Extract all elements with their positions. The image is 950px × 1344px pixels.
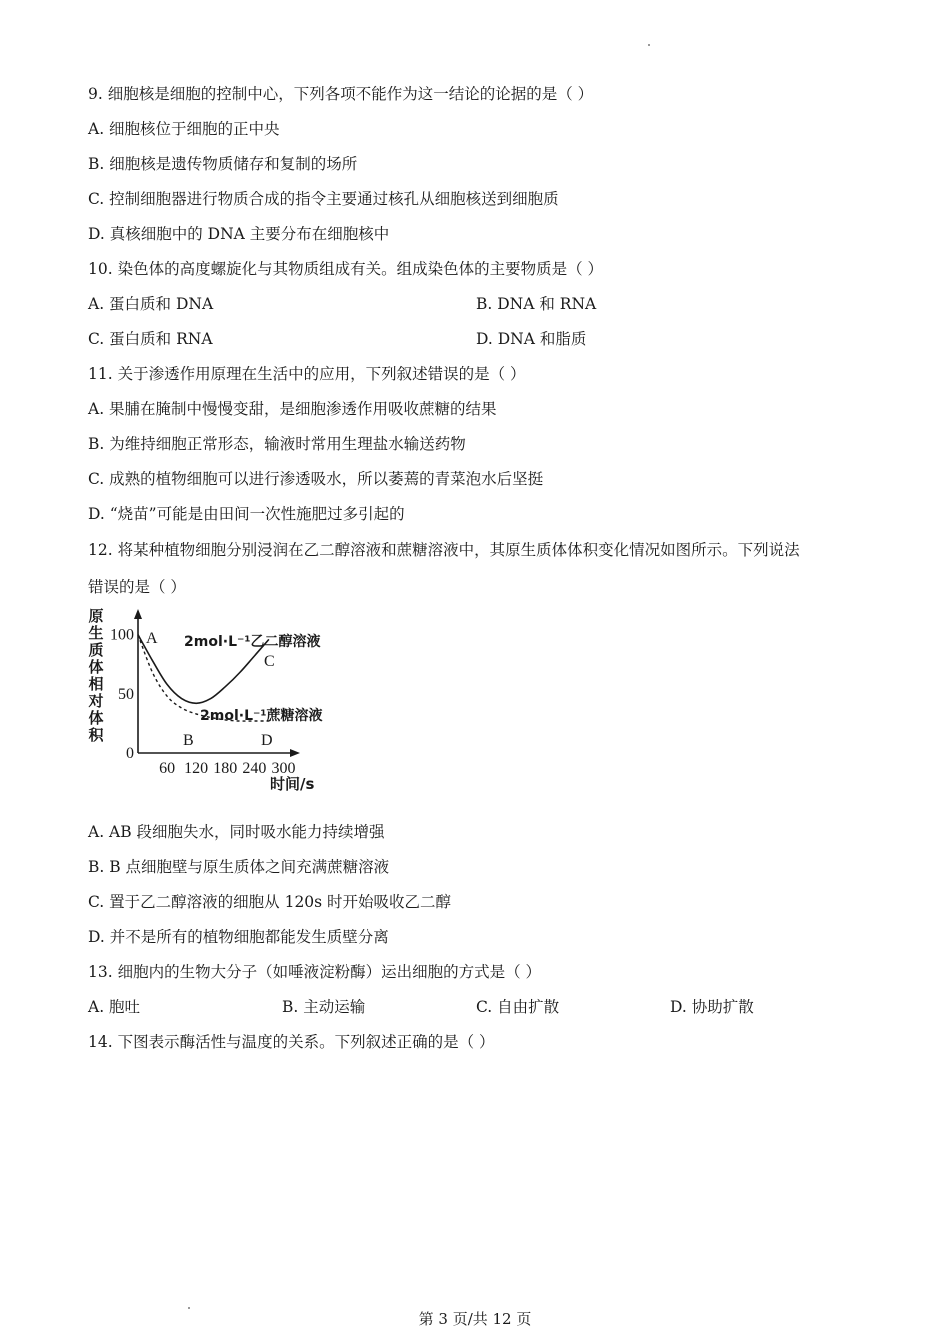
y-tick-label: 0 [126, 745, 134, 762]
q11-option-d: D. “烧苗”可能是由田间一次性施肥过多引起的 [88, 505, 405, 523]
x-tick-label: 120 [184, 760, 209, 777]
point-label-d: D [261, 732, 273, 749]
q12-stem-line1: 12. 将某种植物细胞分别浸润在乙二醇溶液和蔗糖溶液中，其原生质体体积变化情况如图所示。下列说法 [88, 541, 800, 559]
q10-stem: 10. 染色体的高度螺旋化与其物质组成有关。组成染色体的主要物质是（ ） [88, 260, 604, 278]
x-tick-label: 60 [159, 760, 176, 777]
x-tick-label: 240 [242, 760, 267, 777]
y-axis-arrow [134, 609, 142, 619]
q13-option-a: A. 胞吐 [88, 998, 141, 1016]
series-label-sucrose: 2mol·L⁻¹蔗糖溶液 [200, 708, 323, 724]
q13-option-d: D. 协助扩散 [670, 998, 754, 1016]
q9-option-c: C. 控制细胞器进行物质合成的指令主要通过核孔从细胞核送到细胞质 [88, 190, 559, 208]
series-label-ethylene-glycol: 2mol·L⁻¹乙二醇溶液 [184, 634, 321, 650]
x-axis-label: 时间/s [270, 775, 315, 793]
x-axis-arrow [290, 749, 300, 757]
point-label-a: A [146, 630, 158, 647]
x-tick-label: 300 [271, 760, 296, 777]
q10-option-a: A. 蛋白质和 DNA [88, 295, 214, 313]
y-axis-label: 原生质体相对体积 [88, 607, 104, 744]
q12-option-b: B. B 点细胞壁与原生质体之间充满蔗糖溶液 [88, 858, 390, 876]
q13-option-c: C. 自由扩散 [476, 998, 560, 1016]
y-tick-label: 100 [110, 626, 134, 644]
protoplast-volume-chart [84, 605, 344, 795]
q9-option-d: D. 真核细胞中的 DNA 主要分布在细胞核中 [88, 225, 390, 243]
q9-stem: 9. 细胞核是细胞的控制中心，下列各项不能作为这一结论的论据的是（ ） [88, 85, 594, 103]
scan-dot [648, 44, 650, 46]
q11-option-b: B. 为维持细胞正常形态，输液时常用生理盐水输送药物 [88, 435, 466, 453]
y-tick-label: 50 [118, 685, 134, 703]
q9-option-b: B. 细胞核是遗传物质储存和复制的场所 [88, 155, 358, 173]
q9-option-a: A. 细胞核位于细胞的正中央 [88, 120, 280, 138]
page-number: 第 3 页/共 12 页 [418, 1310, 532, 1328]
q13-stem: 13. 细胞内的生物大分子（如唾液淀粉酶）运出细胞的方式是（ ） [88, 963, 542, 981]
q10-option-d: D. DNA 和脂质 [476, 330, 587, 348]
q11-stem: 11. 关于渗透作用原理在生活中的应用，下列叙述错误的是（ ） [88, 365, 526, 383]
q14-stem: 14. 下图表示酶活性与温度的关系。下列叙述正确的是（ ） [88, 1033, 495, 1051]
q11-option-c: C. 成熟的植物细胞可以进行渗透吸水，所以萎蔫的青菜泡水后坚挺 [88, 470, 544, 488]
q11-option-a: A. 果脯在腌制中慢慢变甜，是细胞渗透作用吸收蔗糖的结果 [88, 400, 497, 418]
q10-option-b: B. DNA 和 RNA [476, 295, 597, 313]
point-label-c: C [264, 653, 275, 670]
point-label-b: B [183, 732, 194, 749]
x-tick-label: 180 [213, 760, 238, 777]
q12-option-c: C. 置于乙二醇溶液的细胞从 120s 时开始吸收乙二醇 [88, 893, 452, 911]
q12-option-d: D. 并不是所有的植物细胞都能发生质壁分离 [88, 928, 389, 946]
q10-option-c: C. 蛋白质和 RNA [88, 330, 213, 348]
q12-stem-line2: 错误的是（ ） [88, 578, 186, 596]
q12-option-a: A. AB 段细胞失水，同时吸水能力持续增强 [88, 823, 385, 841]
q13-option-b: B. 主动运输 [282, 998, 366, 1016]
